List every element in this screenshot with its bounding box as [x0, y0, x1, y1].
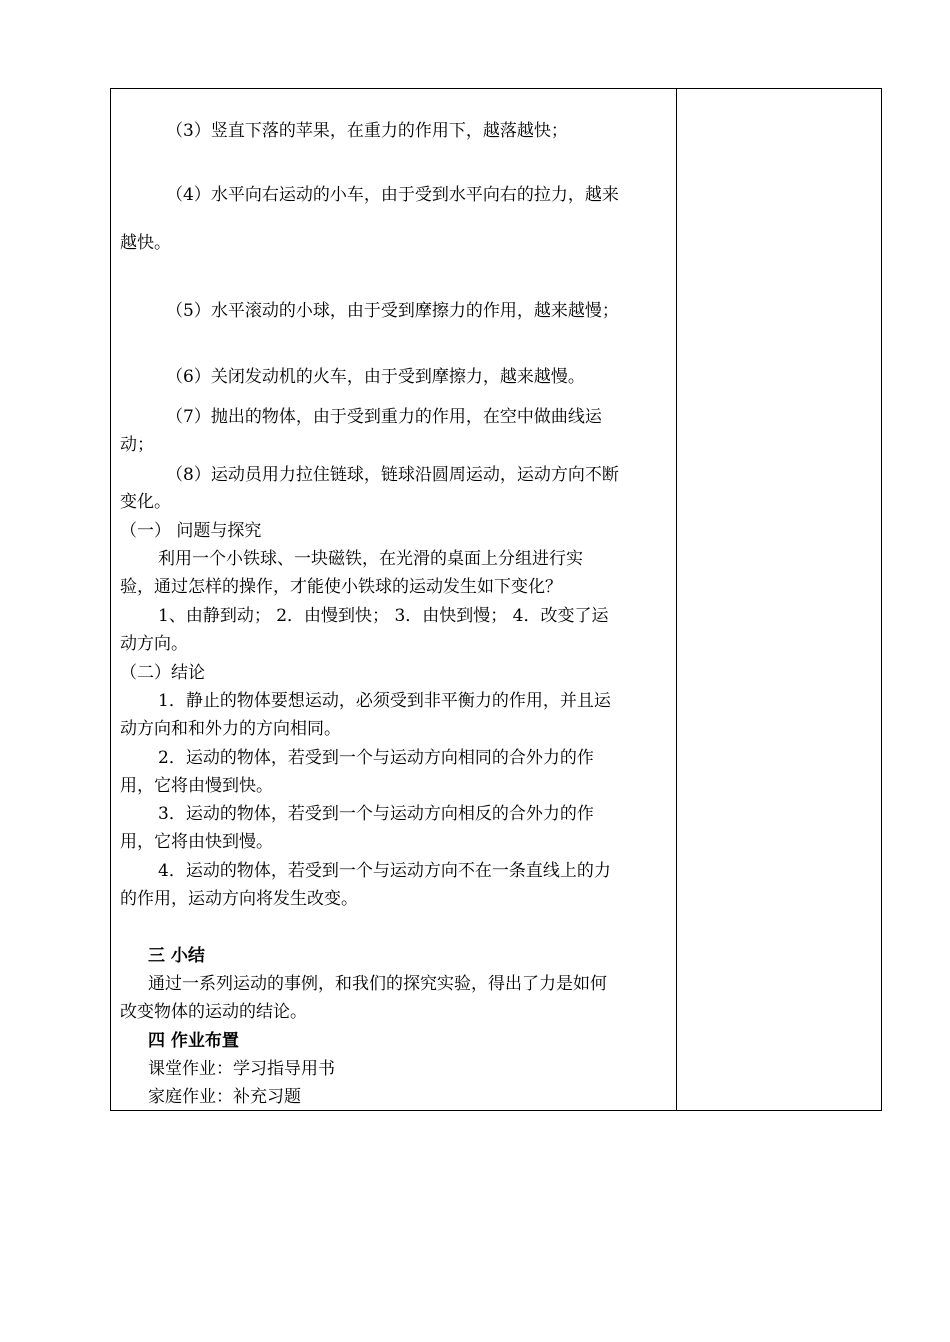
section-heading-homework: 四 作业布置: [148, 1031, 239, 1051]
inquiry-paragraph-line-1: 利用一个小铁球、一块磁铁，在光滑的桌面上分组进行实: [158, 549, 583, 569]
conclusion-1-line-1: 1．静止的物体要想运动，必须受到非平衡力的作用，并且运: [158, 691, 611, 711]
section-heading-inquiry: （一） 问题与探究: [120, 521, 262, 541]
homework-home: 家庭作业：补充习题: [148, 1087, 301, 1107]
conclusion-4-line-1: 4．运动的物体，若受到一个与运动方向不在一条直线上的力: [158, 861, 611, 881]
example-8-line-1: （8）运动员用力拉住链球，链球沿圆周运动，运动方向不断: [166, 465, 619, 485]
column-divider: [676, 89, 677, 1110]
lesson-table: [110, 88, 882, 1111]
conclusion-1-line-2: 动方向和和外力的方向相同。: [120, 719, 341, 739]
example-4-line-1: （4）水平向右运动的小车，由于受到水平向右的拉力，越来: [166, 185, 619, 205]
section-heading-summary: 三 小结: [148, 946, 205, 966]
conclusion-2-line-1: 2．运动的物体，若受到一个与运动方向相同的合外力的作: [158, 748, 594, 768]
inquiry-list-line-1: 1、由静到动； 2．由慢到快； 3．由快到慢； 4．改变了运: [158, 606, 609, 626]
conclusion-3-line-1: 3．运动的物体，若受到一个与运动方向相反的合外力的作: [158, 804, 594, 824]
example-5: （5）水平滚动的小球，由于受到摩擦力的作用，越来越慢；: [166, 301, 619, 321]
section-heading-conclusion: （二）结论: [120, 663, 205, 683]
inquiry-paragraph-line-2: 验，通过怎样的操作，才能使小铁球的运动发生如下变化？: [120, 577, 562, 597]
inquiry-list-line-2: 动方向。: [120, 634, 188, 654]
example-4-line-2: 越快。: [120, 233, 171, 253]
example-6: （6）关闭发动机的火车，由于受到摩擦力，越来越慢。: [166, 367, 585, 387]
summary-line-1: 通过一系列运动的事例，和我们的探究实验，得出了力是如何: [148, 974, 607, 994]
example-7-line-2: 动；: [120, 435, 154, 455]
homework-classroom: 课堂作业：学习指导用书: [148, 1059, 335, 1079]
summary-line-2: 改变物体的运动的结论。: [120, 1002, 307, 1022]
example-3: （3）竖直下落的苹果，在重力的作用下，越落越快；: [166, 121, 568, 141]
conclusion-4-line-2: 的作用，运动方向将发生改变。: [120, 889, 358, 909]
example-8-line-2: 变化。: [120, 492, 171, 512]
example-7-line-1: （7）抛出的物体，由于受到重力的作用，在空中做曲线运: [166, 407, 602, 427]
conclusion-3-line-2: 用，它将由快到慢。: [120, 832, 273, 852]
conclusion-2-line-2: 用，它将由慢到快。: [120, 776, 273, 796]
